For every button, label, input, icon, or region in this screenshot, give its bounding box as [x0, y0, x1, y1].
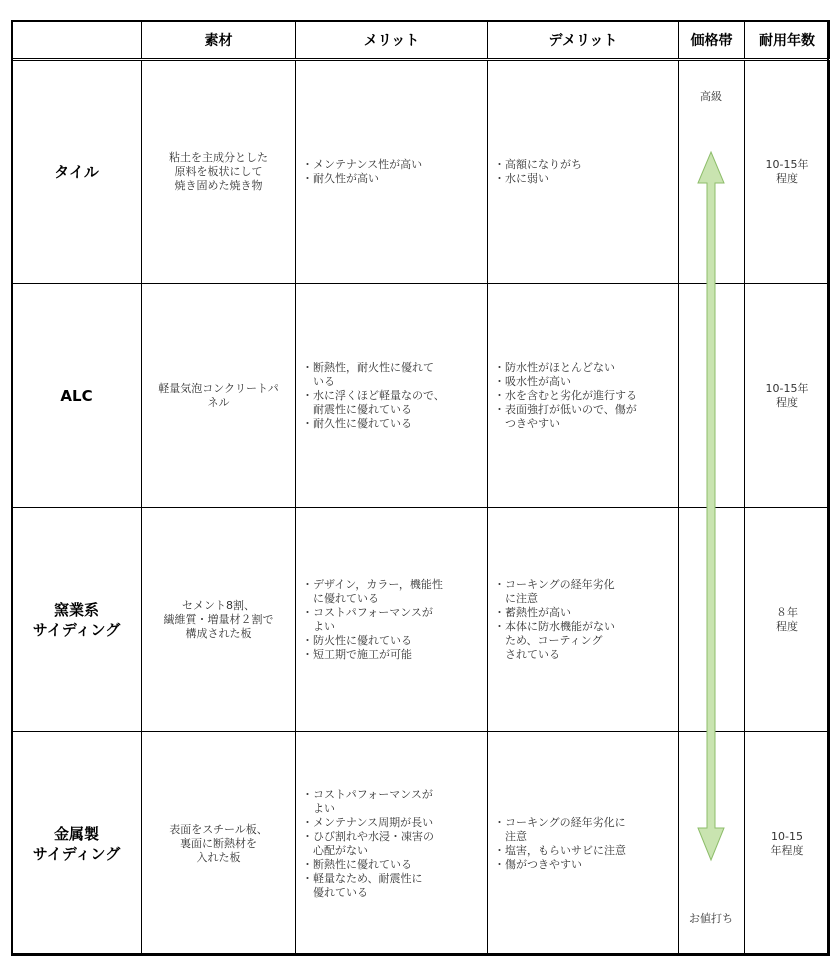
demerit-line: ・コーキングの経年劣化に: [494, 815, 626, 829]
merit-line: いる: [302, 374, 335, 388]
merit-line: ・ひび割れや水浸・凍害の: [302, 829, 434, 843]
demerit-line: されている: [494, 647, 560, 661]
row-name: 金属製 サイディング: [12, 732, 142, 956]
demerit-line: ・コーキングの経年劣化: [494, 577, 615, 591]
header-demerits: デメリット: [488, 21, 679, 60]
merit-line: ・メンテナンス性が高い: [302, 158, 423, 171]
merit-line: よい: [302, 619, 335, 633]
price-low-label: お値打ち: [689, 912, 733, 925]
row-name: タイル: [12, 60, 142, 284]
row-name: 窯業系 サイディング: [12, 508, 142, 732]
demerit-line: ・塩害，もらいサビに注意: [494, 843, 626, 857]
row-years: 10-15年 程度: [745, 60, 830, 284]
header-years: 耐用年数: [745, 21, 830, 60]
merit-line: 優れている: [302, 885, 368, 899]
merit-line: ・断熱性，耐火性に優れて: [302, 360, 434, 374]
demerit-line: ・蓄熱性が高い: [494, 605, 571, 619]
merit-line: ・断熱性に優れている: [302, 857, 412, 871]
price-range-indicator: [679, 60, 743, 955]
demerit-line: 注意: [494, 829, 527, 843]
demerit-line: ・吸水性が高い: [494, 374, 571, 388]
merit-line: ・耐久性に優れている: [302, 416, 412, 430]
demerit-line: ・本体に防水機能がない: [494, 619, 615, 633]
header-price: 価格帯: [679, 21, 745, 60]
row-material: セメント8割、 繊維質・増量材２割で 構成された板: [142, 508, 296, 732]
row-years: 10-15年 程度: [745, 284, 830, 508]
row-material: 粘土を主成分とした 原料を板状にして 焼き固めた焼き物: [142, 60, 296, 284]
merit-line: ・軽量なため、耐震性に: [302, 871, 423, 885]
merit-line: に優れている: [302, 591, 379, 605]
header-merits: メリット: [296, 21, 488, 60]
merit-line: ・防火性に優れている: [302, 633, 412, 647]
price-high-label: 高級: [700, 90, 722, 103]
row-material: 軽量気泡コンクリートパ ネル: [142, 284, 296, 508]
header-material: 素材: [142, 21, 296, 60]
demerit-line: ・傷がつきやすい: [494, 857, 582, 871]
demerit-line: ・防水性がほとんどない: [494, 360, 615, 374]
row-years: ８年 程度: [745, 508, 830, 732]
demerit-line: ・高額になりがち: [494, 158, 582, 171]
merit-line: ・コストパフォーマンスが: [302, 787, 433, 801]
merit-line: ・メンテナンス周期が長い: [302, 815, 434, 829]
demerit-line: ・表面強打が低いので、傷が: [494, 402, 637, 416]
row-years: 10-15 年程度: [745, 732, 830, 956]
row-material: 表面をスチール板、 裏面に断熱材を 入れた板: [142, 732, 296, 956]
merit-line: ・短工期で施工が可能: [302, 647, 412, 661]
merit-line: よい: [302, 801, 335, 815]
demerit-line: ため、コーティング: [494, 633, 603, 647]
demerit-line: つきやすい: [494, 416, 560, 430]
merit-line: ・コストパフォーマンスが: [302, 605, 433, 619]
merit-line: 耐震性に優れている: [302, 402, 412, 416]
price-range-arrow-icon: [679, 60, 743, 955]
merit-line: ・耐久性が高い: [302, 172, 379, 185]
merit-line: ・デザイン，カラー，機能性: [302, 577, 443, 591]
merit-line: 心配がない: [302, 843, 368, 857]
demerit-line: ・水を含むと劣化が進行する: [494, 388, 637, 402]
row-name: ALC: [12, 284, 142, 508]
merit-line: ・水に浮くほど軽量なので、: [302, 388, 445, 402]
demerit-line: に注意: [494, 591, 538, 605]
demerit-line: ・水に弱い: [494, 172, 549, 185]
